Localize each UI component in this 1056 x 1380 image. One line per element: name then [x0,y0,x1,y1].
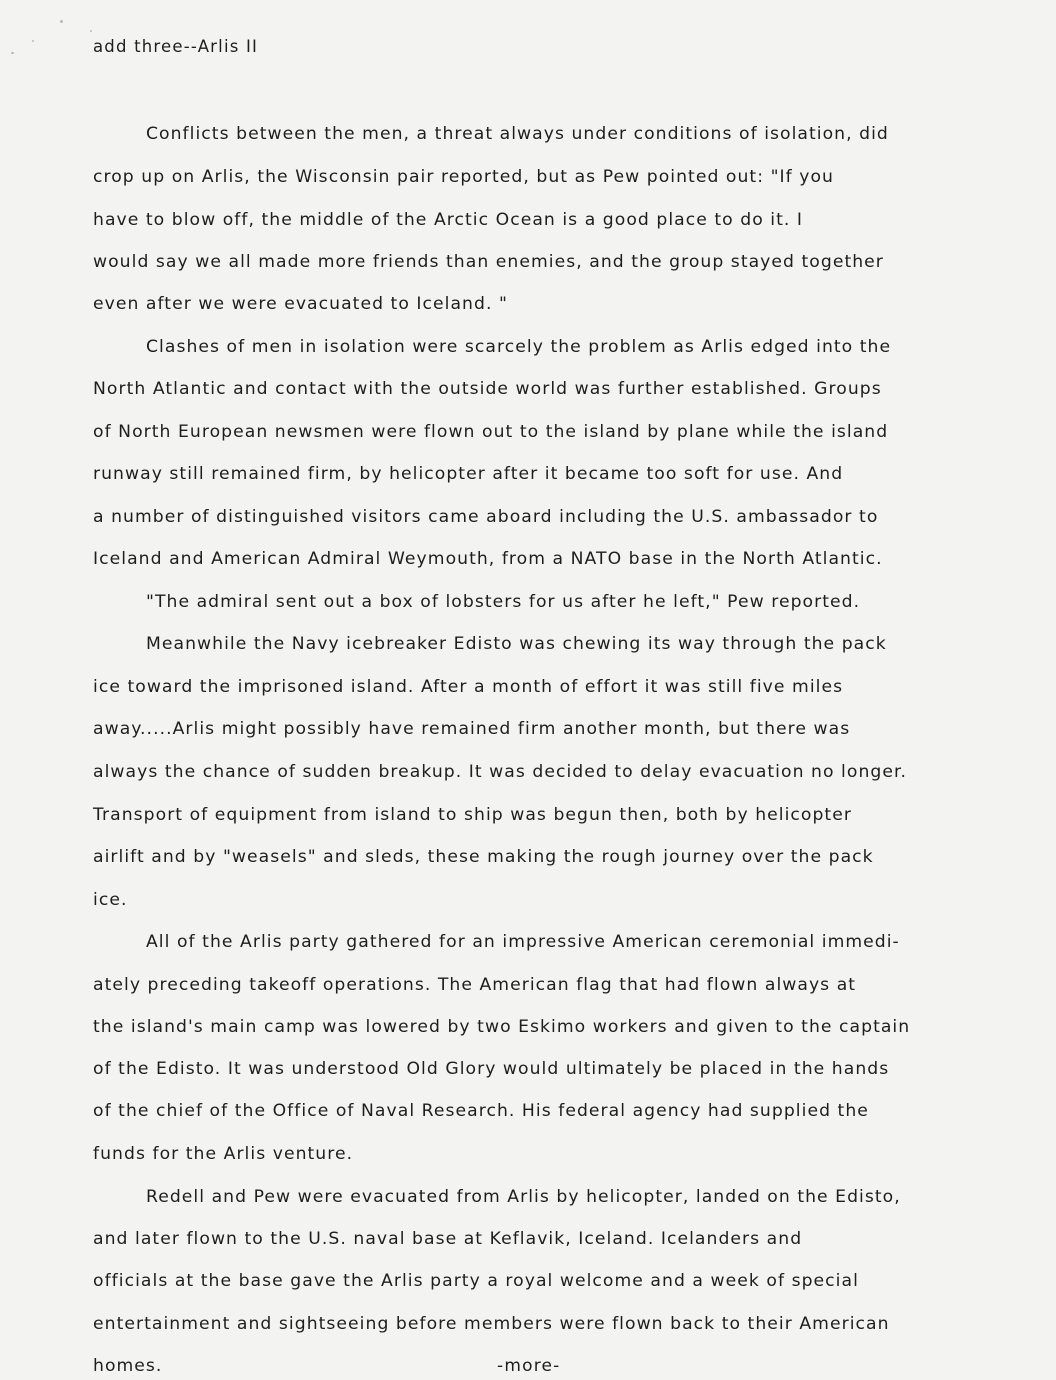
text-line: have to blow off, the middle of the Arctic Ocean is a good place to do it. I [93,210,804,230]
text-line: Iceland and American Admiral Weymouth, from a NATO base in the North Atlantic. [93,549,883,569]
text-line: ately preceding takeoff operations. The American flag that had flown always at [93,975,857,995]
text-line: airlift and by "weasels" and sleds, these making the rough journey over the pack [93,847,874,867]
text-line: Meanwhile the Navy icebreaker Edisto was chewing its way through the pack [146,634,887,654]
page-header: add three--Arlis II [93,37,259,56]
text-line: a number of distinguished visitors came aboard including the U.S. ambassador to [93,507,879,527]
text-line: entertainment and sightseeing before members were flown back to their American [93,1314,890,1334]
text-line: North Atlantic and contact with the outside world was further established. Groups [93,379,882,399]
text-line: and later flown to the U.S. naval base at Keflavik, Iceland. Icelanders and [93,1229,803,1249]
text-line: homes. [93,1356,163,1376]
text-line: the island's main camp was lowered by two Eskimo workers and given to the captain [93,1017,911,1037]
text-line: of the Edisto. It was understood Old Glory would ultimately be placed in the hands [93,1059,890,1079]
text-line: funds for the Arlis venture. [93,1144,354,1164]
text-line: Redell and Pew were evacuated from Arlis by helicopter, landed on the Edisto, [146,1187,901,1207]
paper-speck [90,30,92,32]
text-line: Clashes of men in isolation were scarcely the problem as Arlis edged into the [146,337,892,357]
more-marker: -more- [497,1356,561,1376]
text-line: always the chance of sudden breakup. It was decided to delay evacuation no longer. [93,762,908,782]
text-line: of the chief of the Office of Naval Research. His federal agency had supplied the [93,1101,869,1121]
text-line: would say we all made more friends than enemies, and the group stayed together [93,252,884,272]
text-line: Transport of equipment from island to ship was begun then, both by helicopter [93,805,852,825]
text-line: away.....Arlis might possibly have remained firm another month, but there was [93,719,851,739]
text-line: ice toward the imprisoned island. After a month of effort it was still five miles [93,677,844,697]
paper-speck [32,40,34,42]
text-line: runway still remained firm, by helicopter after it became too soft for use. And [93,464,844,484]
text-line: even after we were evacuated to Iceland. " [93,294,508,314]
text-line: Conflicts between the men, a threat always under conditions of isolation, did [146,124,889,144]
paper-speck [60,20,63,23]
text-line: crop up on Arlis, the Wisconsin pair reported, but as Pew pointed out: "If you [93,167,834,187]
text-line: "The admiral sent out a box of lobsters for us after he left," Pew reported. [146,592,861,612]
text-line: of North European newsmen were flown out to the island by plane while the island [93,422,889,442]
text-line: ice. [93,890,128,910]
text-line: All of the Arlis party gathered for an impressive American ceremonial immedi- [146,932,900,952]
text-line: officials at the base gave the Arlis party a royal welcome and a week of special [93,1271,859,1291]
paper-speck [11,52,14,54]
